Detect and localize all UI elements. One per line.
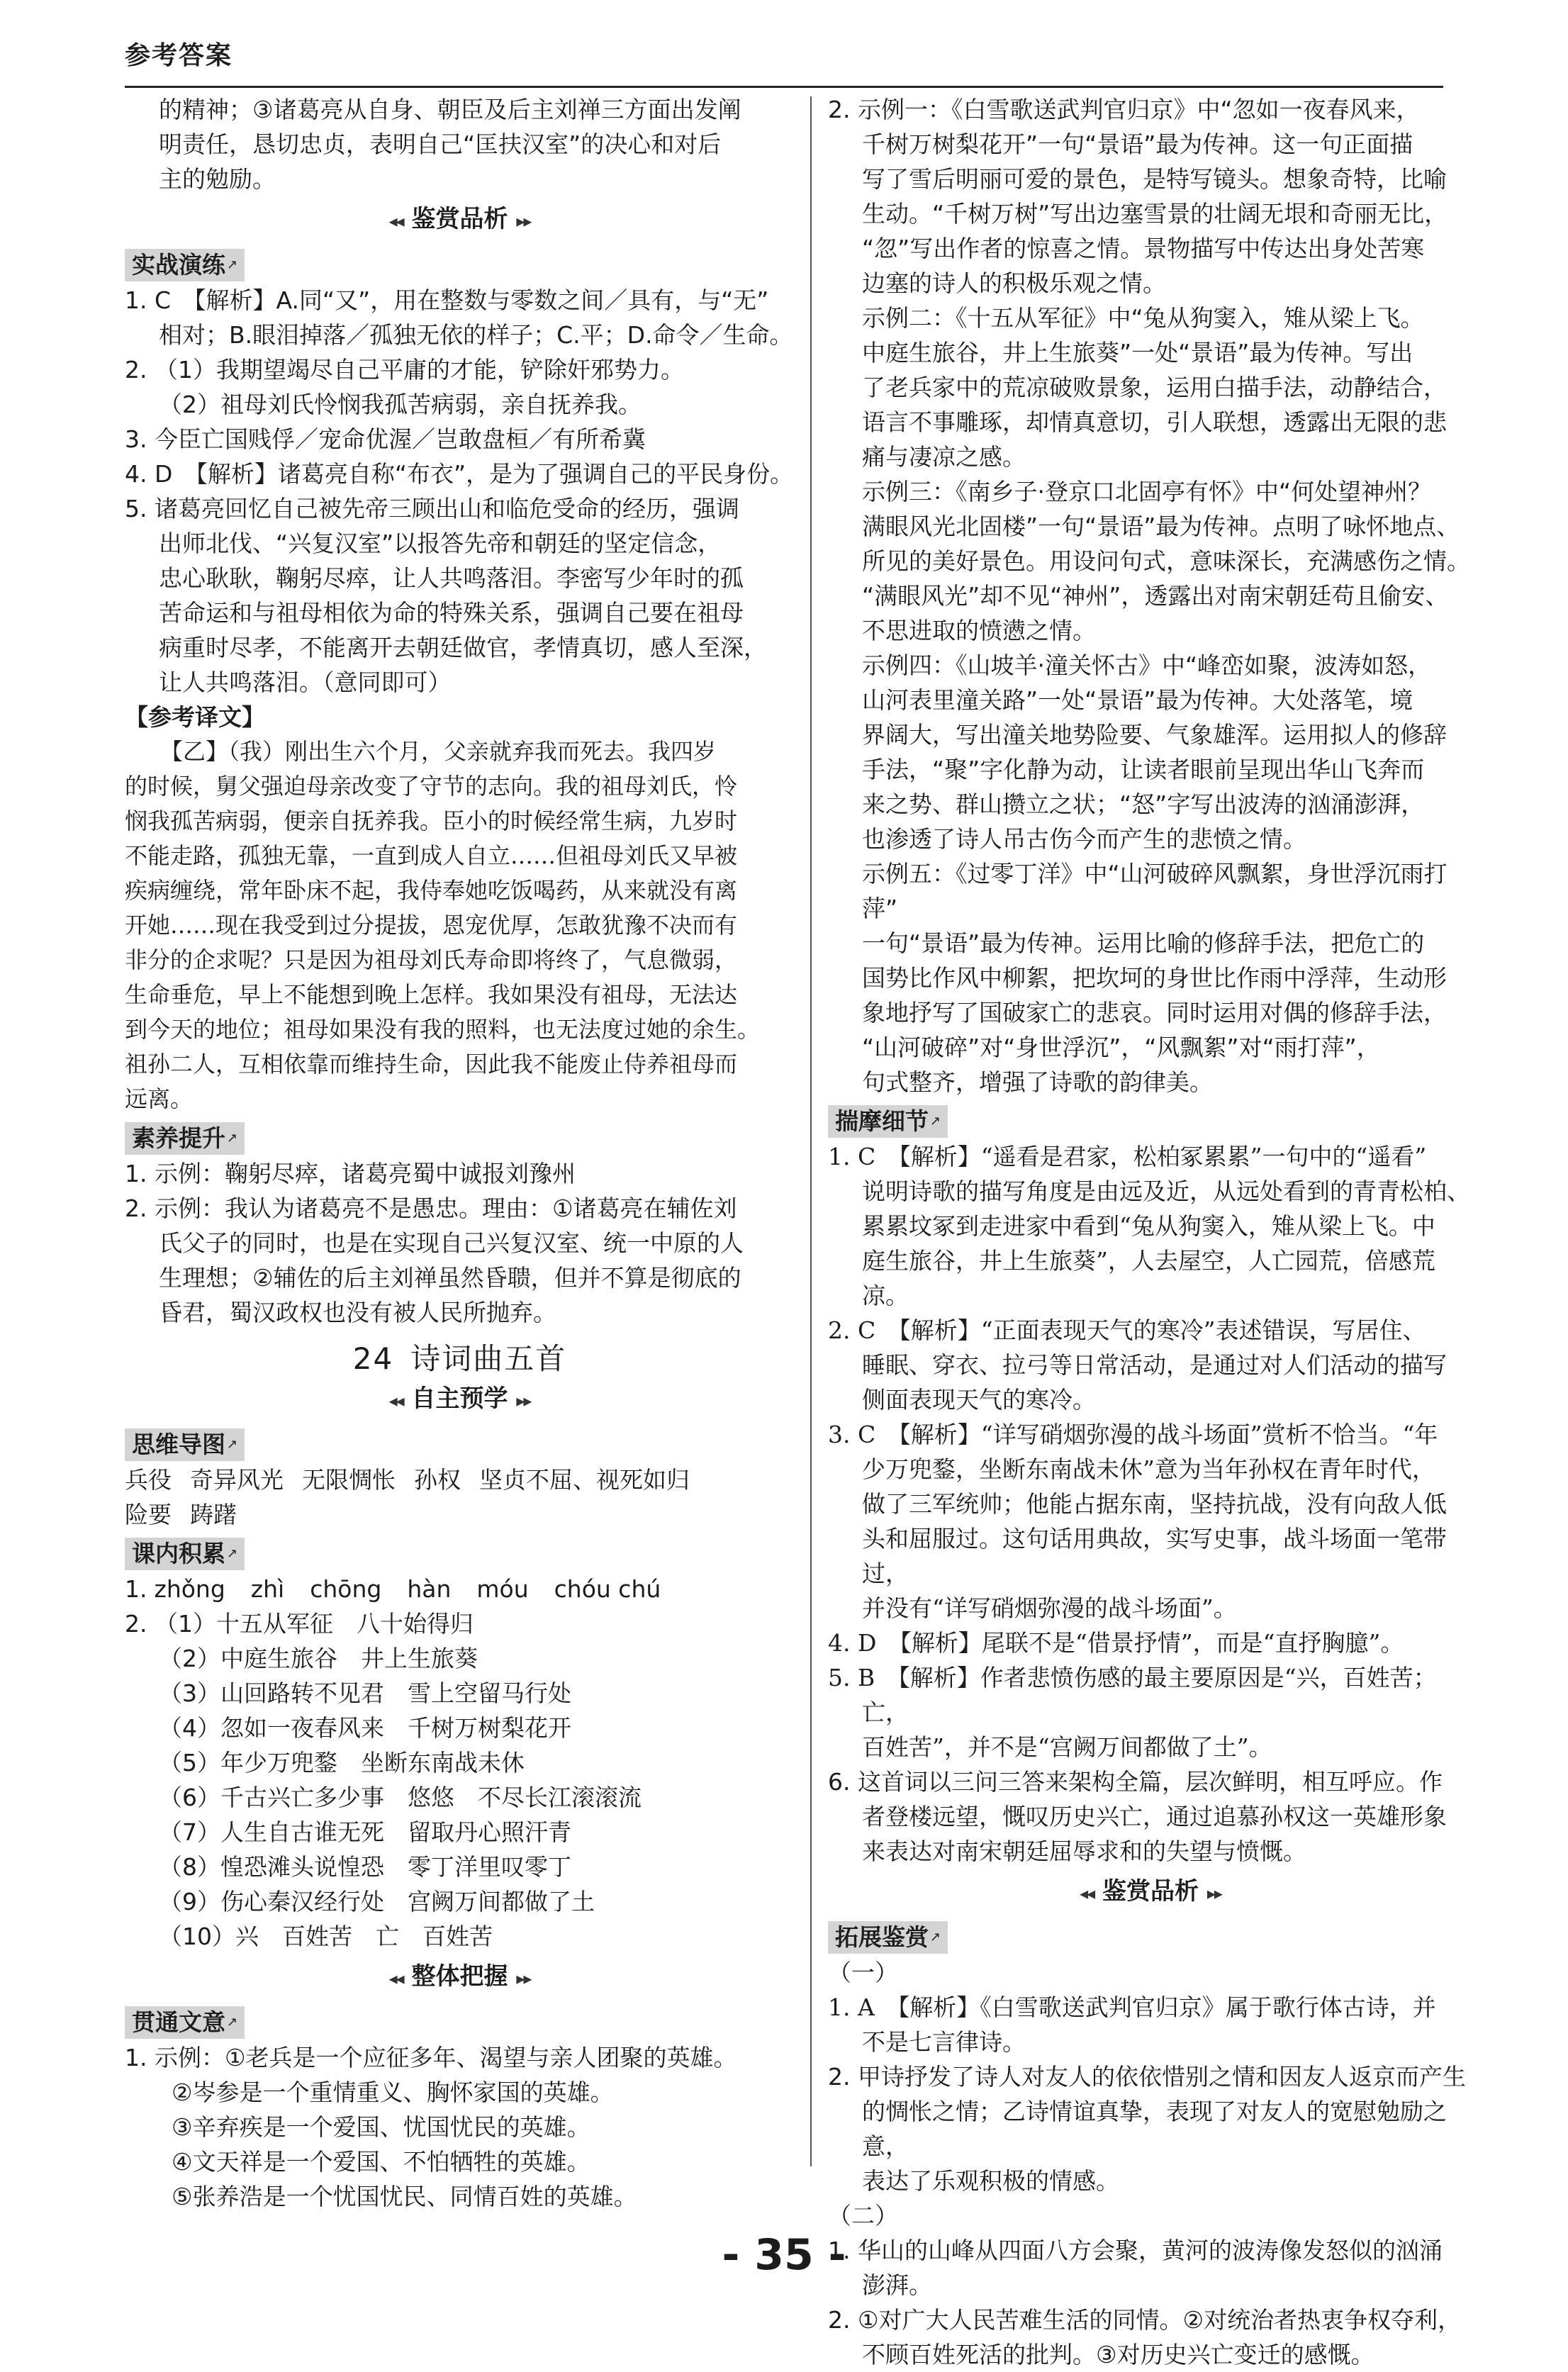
section-band: ◂◂ 鉴赏品析 ▸▸: [1080, 1877, 1221, 1906]
translation-line: 开她……现在我受到过分提拔，恩宠优厚，怎敢犹豫不决而有: [125, 912, 738, 939]
answer-item: 2. ①对广大人民苦难生活的同情。②对统治者热衷争权夺利，: [828, 2306, 1462, 2334]
fill-number: （2）: [159, 1645, 220, 1672]
answer-line: 苦命运和与祖母相依为命的特殊关系，强调自己要在祖母: [159, 599, 744, 627]
answer-item: 2. （1）我期望竭尽自己平庸的才能，铲除奸邪势力。: [125, 356, 684, 384]
intro-line: 主的勉励。: [159, 165, 276, 193]
pinyin: zhǒng: [154, 1575, 225, 1603]
example-line: 一句“景语”最为传神。运用比喻的修辞手法，把危亡的: [862, 929, 1425, 957]
translation-heading: 【参考译文】: [125, 703, 265, 731]
fill-answer: 兴 百姓苦 亡: [235, 1923, 399, 1950]
fill-item: [125, 1641, 795, 1676]
section-tag: 课内积累 ↗: [125, 1538, 245, 1570]
answer-line: 庭生旅谷，井上生旅葵”，人去屋空，人亡园荒，倍感荒凉。: [862, 1247, 1435, 1309]
translation-line: 疾病缠绕，常年卧床不起，我侍奉她吃饭喝药，从来就没有离: [125, 877, 738, 904]
answer-line: 累累坟冢到走进家中看到“兔从狗窦入，雉从梁上飞。中: [862, 1212, 1435, 1240]
answer-item: 5. B 【解析】作者悲愤伤感的最主要原因是“兴，百姓苦；亡，: [828, 1664, 1437, 1726]
example-line: 痛与凄凉之感。: [862, 443, 1026, 471]
section-tag: 拓展鉴赏 ↗: [828, 1921, 948, 1954]
answer-line: ④文天祥是一个爱国、不怕牺牲的英雄。: [172, 2148, 590, 2176]
mindmap-term: 奇异风光: [190, 1466, 284, 1494]
fill-number: 2. （1）: [125, 1610, 216, 1638]
pinyin: zhì: [250, 1575, 285, 1603]
translation-line: 生命垂危，早上不能想到晚上怎样。我如果没有祖母，无法达: [125, 981, 738, 1008]
header-rule: [125, 86, 1443, 88]
pinyin: chóu chú: [554, 1575, 661, 1603]
fill-item: [125, 1850, 795, 1884]
example-line: 手法，“聚”字化静为动，让读者眼前呈现出华山飞奔而: [862, 756, 1425, 783]
answer-item: 4. D 【解析】尾联不是“借景抒情”，而是“直抒胸臆”。: [828, 1629, 1404, 1657]
section-tag: 素养提升 ↗: [125, 1122, 245, 1155]
answer-line: 的惆怅之情；乙诗情谊真挚，表现了对友人的宽慰勉励之意，: [862, 2098, 1447, 2160]
pinyin-row: [125, 1572, 795, 1606]
fill-answer: 悠悠 不尽长江滚滚流: [408, 1784, 642, 1811]
mindmap-term: 踌躇: [190, 1501, 237, 1528]
fill-number: （8）: [159, 1853, 220, 1881]
answer-line: 相对；B.眼泪掉落／孤独无依的样子；C.平；D.命令／生命。: [159, 321, 793, 349]
example-line: 满眼风光北固楼”一句“景语”最为传神。点明了咏怀地点、: [862, 513, 1460, 540]
answer-item: 2. 示例一：《白雪歌送武判官归京》中“忽如一夜春风来，: [828, 96, 1420, 123]
answer-line: 头和屈服过。这句话用典故，实写史事，战斗场面一笔带过，: [862, 1525, 1447, 1587]
answer-line: ③辛弃疾是一个爱国、忧国忧民的英雄。: [172, 2113, 590, 2141]
fill-number: （10）: [159, 1923, 235, 1950]
section-tag: 贯通文意 ↗: [125, 2006, 245, 2039]
column-divider: [810, 96, 812, 2166]
answer-item: 3. 今臣亡国贱俘／宠命优渥／岂敢盘桓／有所希冀: [125, 425, 646, 453]
section-band: ◂◂ 整体把握 ▸▸: [388, 1962, 531, 1991]
answer-line: 病重时尽孝，不能离开去朝廷做官，孝情真切，感人至深，: [159, 634, 767, 661]
example-line: 国势比作风中柳絮，把坎坷的身世比作雨中浮萍，生动形: [862, 964, 1447, 992]
fill-item: [125, 1745, 795, 1780]
section-tag: 思维导图 ↗: [125, 1428, 245, 1461]
fill-answer: 中庭生旅谷: [220, 1645, 337, 1672]
example-line: 界阔大，写出潼关地势险要、气象雄浑。运用拟人的修辞: [862, 721, 1447, 749]
intro-line: 的精神；③诸葛亮从自身、朝臣及后主刘禅三方面出发阐: [159, 96, 741, 123]
fill-answer: 宫阙万间都做了土: [408, 1888, 595, 1915]
example-line: 语言不事雕琢，却情真意切，引人联想，透露出无限的悲: [862, 408, 1447, 436]
translation-line: 悯我孤苦病弱，便亲自抚养我。臣小的时候经常生病，九岁时: [125, 807, 738, 834]
left-column: [125, 92, 795, 2214]
fill-answer: 留取丹心照汗青: [408, 1818, 571, 1846]
example-line: 了老兵家中的荒凉破败景象，运用白描手法，动静结合，: [862, 374, 1447, 401]
answer-line: 写了雪后明丽可爱的景色，是特写镜头。想象奇特，比喻: [862, 165, 1447, 193]
answer-line: ⑤张养浩是一个忧国忧民、同情百姓的英雄。: [172, 2183, 637, 2210]
answer-item: 2. 示例：我认为诸葛亮不是愚忠。理由：①诸葛亮在辅佐刘: [125, 1195, 737, 1222]
fill-number: （7）: [159, 1818, 220, 1846]
fill-answer: 年少万兜鍪: [220, 1749, 337, 1777]
answer-line: 并没有“详写硝烟弥漫的战斗场面”。: [862, 1594, 1237, 1622]
answer-line: 睡眠、穿衣、拉弓等日常活动，是通过对人们活动的描写: [862, 1351, 1447, 1379]
section-band: ◂◂ 鉴赏品析 ▸▸: [388, 205, 531, 233]
answer-line: 澎湃。: [862, 2271, 932, 2299]
answer-item: 1. A 【解析】《白雪歌送武判官归京》属于歌行体古诗，并: [828, 1993, 1436, 2021]
fill-list: [125, 1606, 795, 1954]
answer-item: 4. D 【解析】诸葛亮自称“布衣”，是为了强调自己的平民身份。: [125, 460, 794, 488]
fill-answer: 坐断东南战未休: [361, 1749, 525, 1777]
page-number: - 35 -: [722, 2230, 846, 2280]
section-band-label: 鉴赏品析: [411, 205, 508, 233]
fill-number: （3）: [159, 1679, 220, 1707]
example-line: 句式整齐，增强了诗歌的韵律美。: [862, 1068, 1213, 1096]
fill-number: （9）: [159, 1888, 220, 1915]
answer-line: ②岑参是一个重情重义、胸怀家国的英雄。: [172, 2079, 614, 2106]
mindmap-term: 坚贞不屈、视死如归: [479, 1466, 690, 1494]
answer-line: 侧面表现天气的寒冷。: [862, 1386, 1096, 1414]
example-line: 山河表里潼关路”一处“景语”最为传神。大处落笔，境: [862, 686, 1413, 714]
answer-line: （2）祖母刘氏怜悯我孤苦病弱，亲自抚养我。: [159, 391, 642, 418]
mindmap-term: 兵役: [125, 1466, 172, 1494]
pinyin: hàn: [407, 1575, 452, 1603]
fill-item: [125, 1676, 795, 1711]
translation-line: 祖孙二人，互相依靠而维持生命，因此我不能废止侍养祖母而: [125, 1051, 738, 1078]
example-line: 象地抒写了国破家亡的悲哀。同时运用对偶的修辞手法，: [862, 999, 1447, 1026]
translation-line: 到今天的地位；祖母如果没有我的照料，也无法度过她的余生。: [125, 1016, 761, 1043]
pinyin: chōng: [310, 1575, 382, 1603]
example-line: 示例三：《南乡子·登京口北固亭有怀》中“何处望神州？: [862, 478, 1432, 505]
answer-line: 千树万树梨花开”一句“景语”最为传神。这一句正面描: [862, 130, 1413, 158]
answer-item: 6. 这首词以三问三答来架构全篇，层次鲜明，相互呼应。作: [828, 1768, 1443, 1796]
answer-line: “忽”写出作者的惊喜之情。景物描写中传达出身处苦寒: [862, 235, 1425, 262]
fill-number: （6）: [159, 1784, 220, 1811]
mindmap-term: 孙权: [414, 1466, 461, 1494]
section-tag: 揣摩细节 ↗: [828, 1105, 948, 1138]
fill-item: [125, 1711, 795, 1745]
answer-item: 1. 华山的山峰从四面八方会聚，黄河的波涛像发怒似的汹涌: [828, 2237, 1443, 2264]
fill-item: [125, 1815, 795, 1850]
fill-item: [125, 1606, 795, 1641]
answer-line: 来表达对南宋朝廷屈辱求和的失望与愤慨。: [862, 1837, 1306, 1865]
answer-line: 不顾百姓死活的批判。③对历史兴亡变迁的感慨。: [862, 2341, 1374, 2368]
fill-answer: 雪上空留马行处: [408, 1679, 571, 1707]
fill-answer: 伤心秦汉经行处: [220, 1888, 384, 1915]
fill-answer: 井上生旅葵: [361, 1645, 478, 1672]
answer-item: 2. C 【解析】“正面表现天气的寒冷”表述错误，写居住、: [828, 1316, 1426, 1344]
answer-item: 5. 诸葛亮回忆自己被先帝三顾出山和临危受命的经历，强调: [125, 495, 739, 522]
page-header: [125, 35, 1443, 88]
answer-line: 说明诗歌的描写角度是由远及近，从远处看到的青青松柏、: [862, 1177, 1470, 1205]
example-line: 示例五：《过零丁洋》中“山河破碎风飘絮，身世浮沉雨打萍”: [862, 860, 1447, 922]
answer-line: 出师北伐、“兴复汉室”以报答先帝和朝廷的坚定信念，: [159, 530, 722, 557]
pinyin: móu: [476, 1575, 529, 1603]
example-line: 来之势、群山攒立之状；“怒”字写出波涛的汹涌澎湃，: [862, 790, 1425, 818]
lesson-number: 24: [352, 1341, 394, 1376]
translation-line: 非分的企求呢？只是因为祖母刘氏寿命即将终了，气息微弱，: [125, 946, 738, 973]
answer-item: 1. 示例：鞠躬尽瘁，诸葛亮蜀中诚报刘豫州: [125, 1160, 576, 1187]
right-column: [828, 92, 1473, 2372]
answer-line: 生理想；②辅佐的后主刘禅虽然昏聩，但并不算是彻底的: [159, 1264, 741, 1292]
answer-item: 1. 示例：①老兵是一个应征多年、渴望与亲人团聚的英雄。: [125, 2044, 737, 2071]
example-line: “山河破碎”对“身世浮沉”，“风飘絮”对“雨打萍”，: [862, 1034, 1380, 1061]
example-line: 也渗透了诗人吊古伤今而产生的悲愤之情。: [862, 825, 1306, 853]
translation-line: 的时候，舅父强迫母亲改变了守节的志向。我的祖母刘氏，怜: [125, 773, 738, 800]
answer-line: 不是七言律诗。: [862, 2028, 1026, 2056]
translation-line: 【乙】（我）刚出生六个月，父亲就弃我而死去。我四岁: [160, 738, 717, 765]
mindmap-row: [125, 1497, 795, 1532]
intro-line: 明责任，恳切忠贞，表明自己“匡扶汉室”的决心和对后: [159, 130, 722, 158]
pinyin-number: 1.: [125, 1575, 147, 1603]
answer-line: 做了三军统帅；他能占据东南，坚持抗战，没有向敌人低: [862, 1490, 1447, 1518]
part-label: （一）: [828, 1959, 898, 1986]
answer-line: 生动。“千树万树”写出边塞雪景的壮阔无垠和奇丽无比，: [862, 200, 1448, 228]
fill-answer: 八十始得归: [356, 1610, 474, 1638]
example-line: 所见的美好景色。用设问句式，意味深长，充满感伤之情。: [862, 547, 1470, 575]
example-line: 示例二：《十五从军征》中“兔从狗窦入，雉从梁上飞。: [862, 304, 1424, 332]
answer-line: 百姓苦”，并不是“宫阙万间都做了土”。: [862, 1733, 1272, 1761]
translation-line: 远离。: [125, 1085, 194, 1112]
example-line: 中庭生旅谷，井上生旅葵”一处“景语”最为传神。写出: [862, 339, 1413, 367]
fill-item: [125, 1884, 795, 1919]
translation-line: 不能走路，孤独无靠，一直到成人自立……但祖母刘氏又早被: [125, 842, 738, 869]
section-band-label: 整体把握: [411, 1962, 508, 1991]
answer-item: 1. C 【解析】A.同“又”，用在整数与零数之间／具有，与“无”: [125, 286, 769, 314]
fill-answer: 百姓苦: [422, 1923, 493, 1950]
answer-item: 2. 甲诗抒发了诗人对友人的依依惜别之情和因友人返京而产生: [828, 2063, 1466, 2091]
lesson-name: 诗词曲五首: [410, 1341, 567, 1376]
mindmap-row: [125, 1462, 795, 1497]
fill-number: （5）: [159, 1749, 220, 1777]
section-tag: 实战演练 ↗: [125, 249, 245, 281]
answer-line: 忠心耿耿，鞠躬尽瘁，让人共鸣落泪。李密写少年时的孤: [159, 564, 744, 592]
fill-answer: 零丁洋里叹零丁: [408, 1853, 571, 1881]
section-band-label: 自主预学: [411, 1384, 508, 1413]
fill-answer: 十五从军征: [215, 1610, 333, 1638]
fill-number: （4）: [159, 1714, 220, 1742]
example-line: “满眼风光”却不见“神州”，透露出对南宋朝廷苟且偷安、: [862, 582, 1449, 610]
fill-item: [125, 1780, 795, 1815]
section-band-label: 鉴赏品析: [1102, 1877, 1199, 1906]
answer-line: 边塞的诗人的积极乐观之情。: [862, 269, 1166, 297]
fill-answer: 千古兴亡多少事: [220, 1784, 384, 1811]
mindmap-term: 险要: [125, 1501, 172, 1528]
answer-line: 表达了乐观积极的情感。: [862, 2167, 1119, 2195]
fill-answer: 千树万树梨花开: [408, 1714, 571, 1742]
fill-answer: 人生自古谁无死: [220, 1818, 384, 1846]
example-line: 不思进取的愤懑之情。: [862, 617, 1096, 644]
part-label: （二）: [828, 2202, 898, 2230]
answer-item: 3. C 【解析】“详写硝烟弥漫的战斗场面”赏析不恰当。“年: [828, 1421, 1438, 1448]
lesson-title: [125, 1341, 795, 1376]
answer-line: 者登楼远望，慨叹历史兴亡，通过追慕孙权这一英雄形象: [862, 1803, 1447, 1830]
fill-item: [125, 1919, 795, 1954]
mindmap-term: 无限惆怅: [302, 1466, 396, 1494]
section-band: ◂◂ 自主预学 ▸▸: [388, 1384, 531, 1413]
header-title: 参考答案: [125, 41, 233, 70]
fill-answer: 惶恐滩头说惶恐: [220, 1853, 384, 1881]
answer-line: 氏父子的同时，也是在实现自己兴复汉室、统一中原的人: [159, 1229, 744, 1257]
fill-answer: 忽如一夜春风来: [220, 1714, 384, 1742]
answer-item: 1. C 【解析】“遥看是君家，松柏冢累累”一句中的“遥看”: [828, 1143, 1427, 1170]
answer-line: 少万兜鍪，坐断东南战未休”意为当年孙权在青年时代，: [862, 1455, 1435, 1483]
example-line: 示例四：《山坡羊·潼关怀古》中“峰峦如聚，波涛如怒，: [862, 651, 1432, 679]
fill-answer: 山回路转不见君: [220, 1679, 384, 1707]
answer-line: 昏君，蜀汉政权也没有被人民所抛弃。: [159, 1299, 556, 1326]
answer-line: 让人共鸣落泪。（意同即可）: [159, 668, 452, 696]
